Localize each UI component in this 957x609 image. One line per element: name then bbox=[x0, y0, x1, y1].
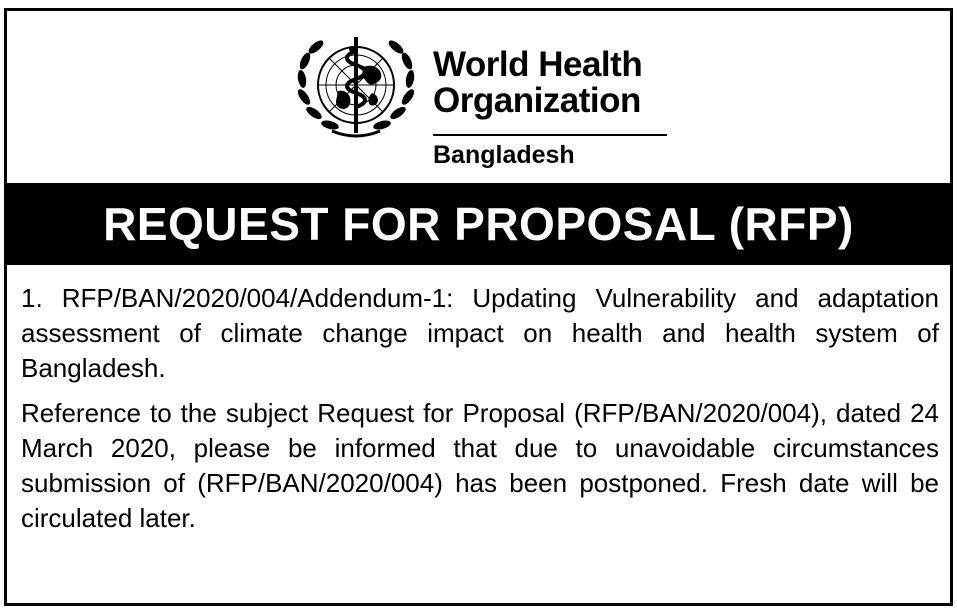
title-banner bbox=[7, 183, 950, 265]
country-name: Bangladesh bbox=[433, 141, 575, 169]
notice-paragraph-1: 1. RFP/BAN/2020/004/Addendum-1: Updating Vulnerability and adaptation assessment of climate change impact on health and health system of Bangladesh. bbox=[21, 283, 939, 383]
header-divider bbox=[433, 134, 667, 136]
advertisement-frame bbox=[4, 8, 953, 606]
organization-name-line1: World Health bbox=[433, 45, 643, 84]
organization-name-line2: Organization bbox=[433, 81, 641, 120]
notice-paragraph-2: Reference to the subject Request for Proposal (RFP/BAN/2020/004), dated 24 March 2020, please be informed that due to unavoidable circumstances submission of (RFP/BAN/2020/004) has been postponed. Fresh date will be circulated later. bbox=[21, 398, 939, 533]
who-emblem-icon bbox=[292, 31, 420, 143]
page-title: REQUEST FOR PROPOSAL (RFP) bbox=[103, 198, 854, 250]
header bbox=[7, 11, 950, 183]
organization-name bbox=[433, 47, 642, 119]
notice-body bbox=[21, 281, 939, 546]
